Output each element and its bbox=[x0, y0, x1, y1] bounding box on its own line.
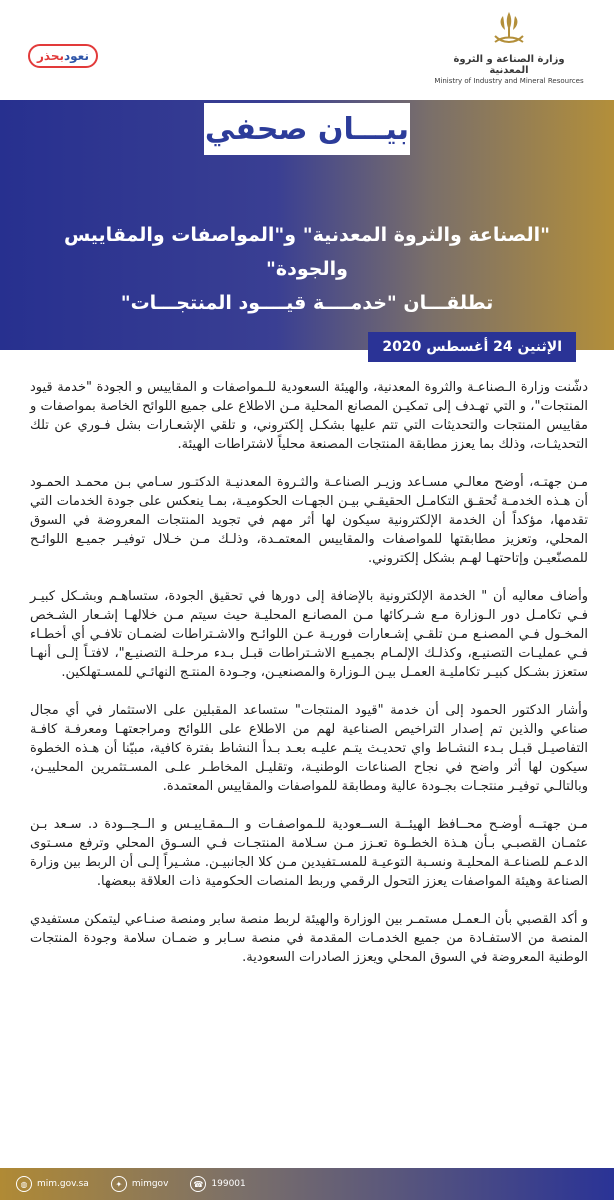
globe-icon: ◍ bbox=[16, 1176, 32, 1192]
page-header bbox=[0, 0, 614, 100]
paragraph: مـن جهتـه، أوضح معالـي مسـاعد وزيـر الصناعـة والثـروة المعدنيـة الدكتـور سـامي بـن محمـد الحمـود أن هـذه الخدمـة تُحقـق التكامـل الحقيقـي بيـن الجهـات الحكوميـة، بمـا ينعكس على جودة الخدمات التي تقدمها، مؤكداً أن الخدمة الإلكترونية سيكون لها أثر مهم في تجويد المنتجات المعروضة في السوق المحلي، وتعزيز مطابقتها للمواصفات والمقاييس المعتمـدة، وذلـك مـن خـلال توفيـر جميـع اللوائـح للمصنّعيـن وإتاحتهـا لهـم بشكل إلكتروني. bbox=[30, 475, 588, 566]
footer-twitter[interactable] bbox=[111, 1176, 169, 1192]
footer-website[interactable] bbox=[16, 1176, 89, 1192]
phone-icon: ☎ bbox=[190, 1176, 206, 1192]
ministry-logo bbox=[434, 8, 584, 98]
campaign-badge-word-a: نعود bbox=[64, 49, 89, 63]
twitter-icon: ✦ bbox=[111, 1176, 127, 1192]
campaign-badge-word-b: بحذر bbox=[37, 49, 64, 63]
paragraph: وأضاف معاليه أن " الخدمة الإلكترونية بالإضافة إلى دورها في تحقيق الجودة، ستساهـم وبشـكل كبيـر فـي تكامـل دور الـوزارة مـع شـركائها مـن المصانـع المحليـة حيث سيتم مـن خلالهـا إشـعار الشـخص المخـول فـي المصنـع مـن تلقـي إشـعارات فوريـة عـن اللوائـح والاشـتراطات لضمـان تلافـي أي أخطـاء فـي عمليـات التصنيـع، وكذلـك الإلمـام بجميـع الاشـتراطات قبـل بـدء مرحلـة التصنيـع"، لافتـاً إلـى أنهـا ستعزز بشـكل كبيـر تكامليـة العمـل بيـن الـوزارة والمصنعيـن، وجـودة المنتـج النهائـي للمسـتهلكين. bbox=[30, 589, 588, 680]
footer-bar bbox=[0, 1168, 614, 1200]
ministry-name-en: Ministry of Industry and Mineral Resources bbox=[434, 77, 584, 85]
paragraph: و أكد القصبي بأن الـعمـل مستمـر بين الوزارة والهيئة لربط منصة سابر ومنصة صنـاعي ليتمكن مستفيدي المنصة من الاستفـادة من جميع الخدمـات المقدمة في منصة سـابر و ضمـان سلامة وجودة المنتجات الوطنية المعروضة في السوق المحلي ويعزز الصادرات السعودية. bbox=[30, 912, 588, 965]
campaign-badge bbox=[28, 44, 98, 68]
headline-line-2: تطلقـــان "خدمــــة قيــــود المنتجـــات" bbox=[120, 292, 494, 314]
headline-line-1: "الصناعة والثروة المعدنية" و"المواصفات والمقاييس والجودة" bbox=[63, 224, 551, 280]
ministry-name-ar: وزارة الصناعة و الثروة المعدنية bbox=[453, 54, 565, 76]
phone-number: 199001 bbox=[211, 1179, 246, 1189]
paragraph: دشّنت وزارة الـصناعـة والثروة المعدنية، والهيئة السعودية للـمواصفات و المقاييس و الجودة "خدمة قيود المنتجات"، و التي تهـدف إلى تمكيـن المصانع المحلية مـن الاطلاع على جميع اللوائح الخاصة بمواصفات و مقاييس المنتجات والتحديثات التي تتم عليها بشكـل إلكتروني، و تلقي الإشعـارات بشل فـوري عن تلك التحديثـات، وذلك بما يعزز مطابقة المنتجات المصنعة محلياً لاشتراطات الهيئة. bbox=[30, 380, 588, 452]
headline bbox=[20, 218, 594, 320]
emblem-icon bbox=[489, 8, 529, 52]
website-text: mim.gov.sa bbox=[37, 1179, 89, 1189]
twitter-handle: mimgov bbox=[131, 1179, 169, 1189]
footer-phone[interactable] bbox=[190, 1176, 245, 1192]
press-release-label: بيـــان صحفي bbox=[204, 112, 410, 147]
paragraph: وأشار الدكتور الحمود إلى أن خدمة "قيود المنتجات" ستساعد المقبلين على الاستثمار في أي مجال صناعي والذين تم إصدار التراخيص الصناعية لهم من الاطلاع على اللوائح ومراجعتهـا ومعرفـة كافـة التفاصيـل قبـل بـدء النشـاط واي تحديـث يتـم عليـه بعـد بـدأ النشاط بفترة كافية، مبيّنا أن هـذه الخطوة سيكون لها أثر واضح في نجاح الصناعات الوطنيـة، وتقليـل المخاطـر علـى المسـتثمرين المحلييـن، وبالتالـي توفيـر منتجـات بجـودة عالية ومطابقة للمواصفات والمقاييس المعتمدة. bbox=[30, 703, 588, 794]
article-body bbox=[30, 378, 588, 986]
paragraph: مـن جهتــه أوضـح محــافظ الهيئــة الســعودية للـمواصفـات و الــمقـاييـس و الــجــودة د. سـعد بـن عثمـان القصبـي بـأن هـذة الخطـوة تعـزز مـن سـلامة المنتجـات فـي السـوق المحلي وترفع مسـتوى الدعـم للصناعـة المحليـة ونسـبة التوعيـة للمسـتفيدين مـن كلا الجانبيـن. مشـيراً إلـى أن الربط بين وزارة الصناعة وهيئة المواصفات يعزز التحول الرقمي وربط المنصات الحكومية ذات العلاقة ببعضها. bbox=[30, 817, 588, 889]
date-tag: الإثنين 24 أغسطس 2020 bbox=[368, 332, 576, 362]
